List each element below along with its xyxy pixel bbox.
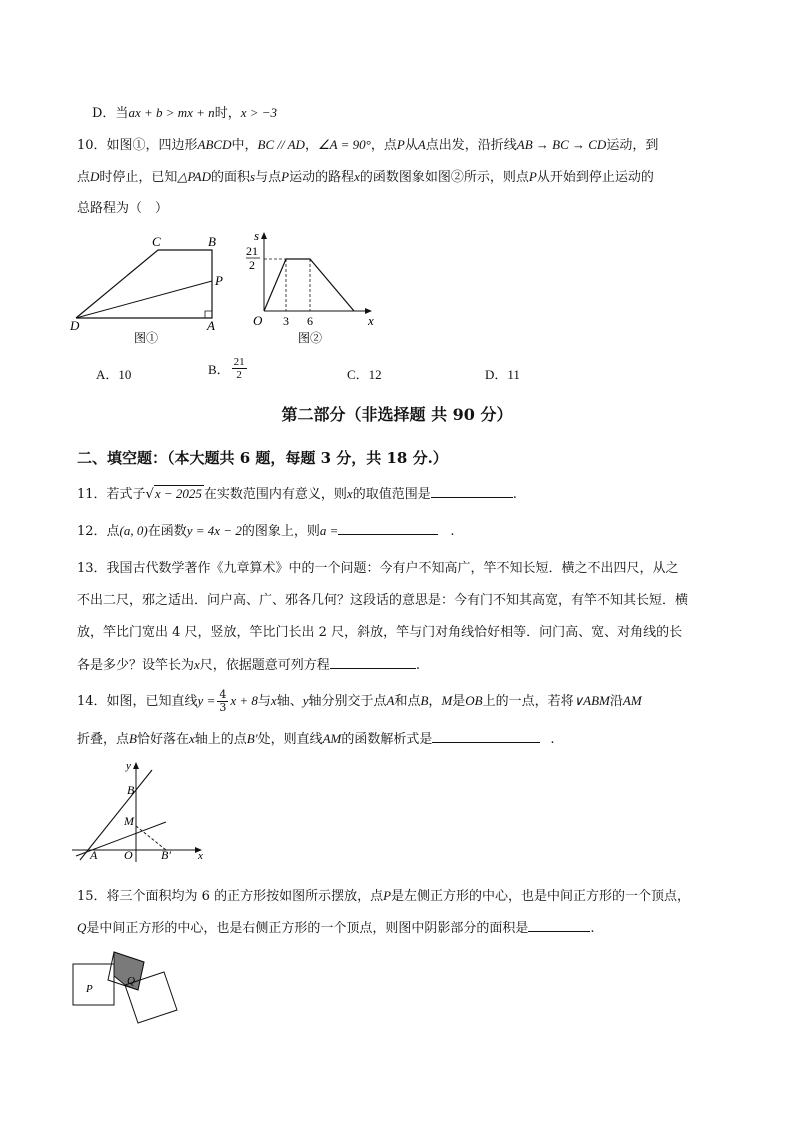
q15-figure — [66, 948, 186, 1028]
q14-answer-blank[interactable] — [432, 730, 540, 743]
tick-denominator: 2 — [249, 258, 255, 272]
y-axis-arrow — [133, 762, 139, 769]
label-o: O — [124, 848, 133, 862]
q10-option-b: B． $\frac{21}{2}$ — [208, 356, 245, 381]
q9-inequality: ax + b > mx + n — [128, 105, 215, 120]
q11-radicand: x − 2025 — [154, 486, 202, 501]
label-b: B — [127, 783, 135, 797]
right-angle-mark — [205, 311, 212, 318]
tick-numerator: 21 — [246, 244, 258, 258]
axis-label-x: x — [198, 850, 203, 862]
tick-6: 6 — [307, 314, 313, 328]
axis-label-y: y — [126, 760, 131, 772]
q13-line4: 各是多少？设竿长为x尺，依据题意可列方程 . — [77, 657, 420, 673]
label-a: A — [90, 848, 98, 862]
label-q: Q — [127, 975, 135, 987]
label-a: A — [207, 318, 215, 333]
q10-line3: 总路程为（ ） — [77, 201, 169, 216]
q12-answer-blank[interactable] — [338, 522, 438, 535]
q9-option-d: D．当ax + b > mx + n时，x > −3 — [92, 105, 278, 121]
q10-option-a: A．10 — [96, 367, 132, 382]
segment-mb-prime — [136, 826, 166, 850]
q13-answer-blank[interactable] — [330, 656, 416, 669]
part2-title: 第二部分（非选择题 共 90 分） — [281, 405, 513, 424]
q14-figure — [68, 758, 213, 868]
figure-1-caption: 图① — [134, 331, 159, 345]
label-c: C — [152, 234, 161, 249]
q13-line1: 13．我国古代数学著作《九章算术》中的一个问题：今有户不知高广，竿不知长短．横之不出四尺，从之 — [77, 561, 679, 576]
q11: 11．若式子√x − 2025 在实数范围内有意义，则x的取值范围是 . — [77, 486, 517, 502]
q15-line2: Q是中间正方形的中心，也是右侧正方形的一个顶点，则图中阴影部分的面积是 . — [77, 920, 595, 936]
section2-title: 二、填空题：（本大题共 6 题，每题 3 分，共 18 分.） — [77, 449, 448, 467]
label-p: P — [215, 273, 223, 288]
q15-line1: 15．将三个面积均为 6 的正方形按如图所示摆放，点P是左侧正方形的中心，也是中间正方形的一个顶点， — [77, 888, 691, 904]
q12: 12．点(a, 0)在函数y = 4x − 2的图象上，则a = . — [77, 523, 455, 539]
q14-line2: 折叠，点B恰好落在x轴上的点B′处，则直线AM的函数解析式是 . — [77, 731, 555, 747]
q10-option-d: D．11 — [485, 367, 520, 382]
label-m: M — [124, 814, 134, 828]
label-b-prime: B′ — [161, 848, 171, 862]
line-ab — [80, 770, 152, 860]
tick-3: 3 — [283, 314, 289, 328]
q10-figure-1 — [66, 232, 236, 347]
q11-answer-blank[interactable] — [431, 485, 513, 498]
origin-label: O — [253, 313, 263, 328]
label-b: B — [208, 234, 216, 249]
segment-dp — [76, 281, 212, 318]
figure-2-caption: 图② — [298, 331, 323, 345]
y-axis-arrow — [261, 232, 267, 239]
axis-label-x: x — [368, 313, 374, 328]
area-function-graph — [264, 259, 354, 311]
label-d: D — [70, 318, 80, 333]
label-p: P — [86, 983, 93, 995]
q13-line3: 放，竿比门宽出 4 尺，竖放，竿比门长出 2 尺，斜放，竿与门对角线恰好相等．问门高、宽、对角线的长 — [77, 625, 683, 640]
q10-line1: 10．如图①，四边形ABCD中，BC // AD，∠A = 90°，点P从A点出发，沿折线AB → BC → CD运动，到 — [77, 137, 659, 153]
axis-label-s: s — [254, 228, 260, 243]
q15-answer-blank[interactable] — [528, 919, 590, 932]
left-square — [73, 964, 114, 1005]
q10-figure-2 — [240, 228, 390, 348]
q9-result: x > −3 — [240, 105, 278, 120]
quadrilateral-abcd — [76, 250, 212, 318]
q10-line2: 点D时停止，已知△PAD的面积s与点P运动的路程x的函数图象如图②所示，则点P从开始到停止运动的 — [77, 169, 654, 185]
q13-line2: 不出二尺，邪之适出．问户高、广、邪各几何？这段话的意思是：今有门不知其高宽，有竿不知其长短．横 — [77, 593, 689, 608]
q14-line1: 14．如图，已知直线y = $\frac{4}{3}$ x + 8与x轴、y轴分别交于点A和点B，M是OB上的一点，若将∨ABM沿AM — [77, 688, 642, 714]
q10-option-c: C．12 — [347, 367, 382, 382]
